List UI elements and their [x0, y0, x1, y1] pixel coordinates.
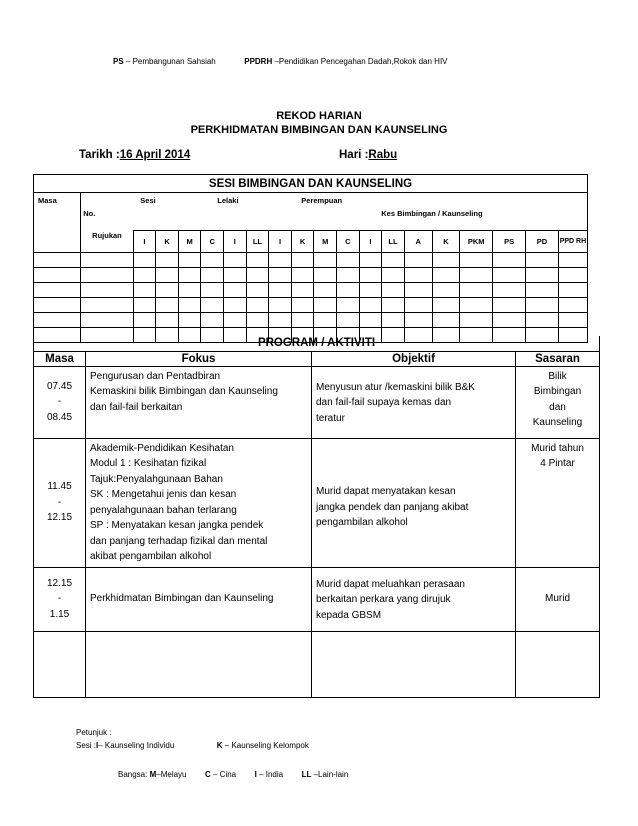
sesi-cell [81, 313, 133, 328]
program-masa-line: 12.15 [46, 512, 73, 524]
col-lelaki: Lelaki [217, 196, 239, 205]
footer-sesi [76, 741, 309, 750]
program-row [34, 438, 600, 567]
program-row [34, 366, 600, 438]
program-sasaran-cell [516, 438, 600, 567]
col-perempuan: Perempuan [301, 196, 343, 205]
program-fokus-line: Kemaskini bilik Bimbingan dan Kaunseling [90, 386, 278, 397]
sesi-cell [493, 268, 526, 283]
program-fokus-cell [86, 438, 312, 567]
ps-code: PS [113, 57, 124, 66]
sesi-cell [291, 298, 314, 313]
program-fokus-line: dan fail-fail berkaitan [90, 401, 183, 413]
sesi-cell [156, 268, 179, 283]
program-sasaran-line: Murid [545, 593, 571, 605]
program-fokus-line: penyalahgunaan bahan terlarang [90, 504, 237, 516]
sesi-cell [269, 298, 292, 313]
sesi-row [34, 283, 588, 298]
ps-text: – Pembangunan Sahsiah [125, 57, 216, 66]
program-objektif-line: Murid dapat menyatakan kesan [316, 486, 456, 498]
sesi-cell [404, 268, 432, 283]
col-rujukan: Rujukan [81, 231, 133, 253]
sesi-cell [404, 298, 432, 313]
sesi-cell [246, 268, 269, 283]
sesi-cell [432, 253, 460, 268]
sesi-cell [460, 313, 493, 328]
sesi-cell [526, 283, 559, 298]
col-no: No. [83, 209, 96, 218]
sesi-cell [269, 283, 292, 298]
ppdrh-code: PPDRH [244, 57, 273, 66]
program-fokus-line: akibat pengambilan alkohol [90, 551, 212, 562]
sesi-cell [156, 253, 179, 268]
footer-k-code: K [216, 741, 223, 750]
program-sasaran-cell [516, 631, 600, 697]
sesi-cell [432, 268, 460, 283]
page-subtitle: PERKHIDMATAN BIMBINGAN DAN KAUNSELING [190, 124, 448, 136]
program-fokus-line: SK : Mengetahui jenis dan kesan [90, 489, 237, 500]
program-objektif-line: teratur [316, 412, 345, 424]
program-sasaran-line: Kaunseling [532, 417, 583, 428]
footer-m-text: –Melayu [156, 770, 187, 779]
sesi-empty-rows [34, 253, 588, 343]
program-masa-line: - [57, 496, 62, 508]
program-fokus-line: Perkhidmatan Bimbingan dan Kaunseling [90, 593, 274, 605]
sesi-cell [133, 268, 156, 283]
sesi-cell [178, 298, 201, 313]
sesi-cell [526, 298, 559, 313]
sesi-cell [337, 298, 360, 313]
program-sasaran-line: Murid tahun [531, 442, 584, 454]
program-fokus-line: Pengurusan dan Pentadbiran [90, 370, 221, 382]
sesi-cell [314, 313, 337, 328]
sesi-cell [34, 268, 81, 283]
date-value: 16 April 2014 [119, 149, 191, 161]
sesi-row [34, 313, 588, 328]
sesi-cell [404, 253, 432, 268]
footer-petunjuk: Petunjuk : [76, 728, 112, 737]
program-fokus-line: Tajuk:Penyalahgunaan Bahan [90, 473, 223, 485]
sesi-row [34, 253, 588, 268]
col-kes: Kes Bimbingan / Kaunseling [381, 209, 483, 218]
col-sesi: Sesi [140, 196, 156, 205]
sesi-cell [558, 268, 587, 283]
sesi-heading: SESI BIMBINGAN DAN KAUNSELING [34, 175, 588, 193]
sesi-row [34, 298, 588, 313]
sesi-subheader-row [34, 231, 588, 253]
sesi-cell [382, 283, 405, 298]
program-masa-line: 1.15 [49, 608, 70, 620]
sub-col: K [432, 231, 460, 253]
date-line [79, 149, 190, 161]
sesi-cell [526, 313, 559, 328]
sesi-cell [314, 283, 337, 298]
sesi-cell [178, 313, 201, 328]
program-sasaran-line: Bilik [548, 370, 567, 382]
sesi-cell [201, 268, 224, 283]
ppdrh-text: –Pendidikan Pencegahan Dadah,Rokok dan HIV [274, 57, 448, 66]
program-masa-line: 11.45 [47, 481, 72, 493]
program-sasaran-cell [516, 567, 600, 631]
sesi-cell [432, 283, 460, 298]
sesi-cell [133, 283, 156, 298]
program-objektif-line: kepada GBSM [316, 609, 382, 621]
col-masa: Masa [34, 193, 81, 231]
date-label: Tarikh : [79, 149, 120, 161]
sub-col: C [201, 231, 224, 253]
sesi-table [33, 174, 588, 343]
sesi-cell [81, 283, 133, 298]
sesi-cell [558, 298, 587, 313]
program-fokus-cell [86, 366, 312, 438]
program-objektif-line: Menyusun atur /kemaskini bilik B&K [316, 381, 475, 393]
program-objektif-line: jangka pendek dan panjang akibat [316, 501, 469, 513]
sesi-cell [178, 268, 201, 283]
program-masa-line: 12.15 [46, 577, 73, 589]
sesi-cell [224, 298, 247, 313]
sesi-cell [493, 253, 526, 268]
sub-col: PD [526, 231, 559, 253]
sesi-cell [460, 268, 493, 283]
sesi-cell [34, 313, 81, 328]
sesi-cell [133, 313, 156, 328]
sub-col: LL [246, 231, 269, 253]
sesi-cell [493, 313, 526, 328]
sesi-cell [314, 298, 337, 313]
sesi-cell [359, 283, 382, 298]
sesi-cell [291, 283, 314, 298]
program-masa-cell [34, 438, 86, 567]
sesi-cell [558, 283, 587, 298]
sesi-cell [34, 283, 81, 298]
sesi-cell [337, 313, 360, 328]
footer-sesi-label: Sesi : [76, 741, 97, 750]
sesi-cell [269, 268, 292, 283]
footer-ll-code: LL [301, 770, 312, 779]
sesi-cell [81, 268, 133, 283]
sesi-cell [382, 298, 405, 313]
sesi-cell [404, 283, 432, 298]
sesi-cell [404, 313, 432, 328]
prog-col-sasaran: Sasaran [516, 351, 600, 366]
footer-bangsa [118, 770, 348, 779]
program-heading: PROGRAM / AKTIVITI [34, 336, 600, 351]
sesi-cell [133, 298, 156, 313]
program-rows [34, 366, 600, 697]
sesi-cell [81, 253, 133, 268]
sub-col: M [178, 231, 201, 253]
sesi-cell [526, 253, 559, 268]
sesi-cell [178, 283, 201, 298]
program-fokus-line: Akademik-Pendidikan Kesihatan [90, 442, 234, 454]
day-label: Hari : [339, 149, 369, 161]
sesi-cell [558, 253, 587, 268]
sesi-cell [337, 283, 360, 298]
sesi-cell [359, 298, 382, 313]
page-title: REKOD HARIAN [276, 110, 362, 122]
program-objektif-cell [312, 438, 516, 567]
sub-col: M [314, 231, 337, 253]
program-objektif-cell [312, 366, 516, 438]
sesi-cell [201, 283, 224, 298]
sesi-cell [201, 298, 224, 313]
sub-col: K [291, 231, 314, 253]
sesi-cell [314, 268, 337, 283]
prog-col-fokus: Fokus [86, 351, 312, 366]
program-objektif-line: Murid dapat meluahkan perasaan [316, 578, 465, 590]
sesi-cell [224, 313, 247, 328]
program-masa-line: - [57, 593, 62, 605]
sesi-cell [291, 268, 314, 283]
sub-col: PKM [460, 231, 493, 253]
program-masa-cell [34, 631, 86, 697]
sub-col: LL [382, 231, 405, 253]
footer-ll-text: –Lain-lain [313, 770, 349, 779]
prog-col-objektif: Objektif [312, 351, 516, 366]
sub-col: A [404, 231, 432, 253]
sub-col: I [133, 231, 156, 253]
footer-c-text: – Cina [213, 770, 237, 779]
sesi-cell [382, 313, 405, 328]
program-masa-line: - [57, 396, 62, 408]
sesi-cell [133, 253, 156, 268]
sesi-cell [460, 298, 493, 313]
program-masa-cell [34, 567, 86, 631]
day-line [339, 149, 397, 161]
sesi-cell [156, 298, 179, 313]
sub-col: I [224, 231, 247, 253]
program-fokus-cell [86, 567, 312, 631]
sesi-cell [558, 313, 587, 328]
sesi-cell [156, 283, 179, 298]
program-fokus-cell [86, 631, 312, 697]
program-row [34, 631, 600, 697]
sesi-cell [246, 313, 269, 328]
program-table [33, 336, 600, 698]
sesi-cell [156, 313, 179, 328]
sesi-cell [246, 253, 269, 268]
sesi-cell [432, 313, 460, 328]
program-objektif-cell [312, 567, 516, 631]
sesi-cell [201, 253, 224, 268]
sesi-cell [178, 253, 201, 268]
program-objektif-line: dan fail-fail supaya kemas dan [316, 397, 452, 409]
sesi-cell [359, 313, 382, 328]
sesi-cell [337, 253, 360, 268]
sesi-cell [224, 253, 247, 268]
sesi-cell [432, 298, 460, 313]
program-objektif-line: pengambilan alkohol [316, 517, 408, 529]
program-masa-line: 08.45 [46, 411, 73, 423]
footer-india-code: I [254, 770, 257, 779]
sesi-cell [460, 283, 493, 298]
program-objektif-cell [312, 631, 516, 697]
sesi-cell [34, 298, 81, 313]
program-sasaran-cell [516, 366, 600, 438]
sesi-cell [291, 313, 314, 328]
sub-col: C [337, 231, 360, 253]
program-fokus-line: SP : Menyatakan kesan jangka pendek [90, 520, 264, 531]
footer-i-code: I [96, 741, 99, 750]
sesi-cell [269, 313, 292, 328]
footer-c-code: C [204, 770, 211, 779]
program-fokus-line: Modul 1 : Kesihatan fizikal [90, 458, 207, 469]
program-sasaran-line: 4 Pintar [540, 458, 575, 469]
header-legend [113, 57, 448, 66]
footer-bangsa-label: Bangsa: [118, 770, 148, 779]
sesi-cell [382, 268, 405, 283]
day-value: Rabu [368, 149, 398, 161]
sub-col: K [156, 231, 179, 253]
sesi-cell [269, 253, 292, 268]
sesi-row [34, 268, 588, 283]
sesi-cell [224, 268, 247, 283]
sesi-cell [359, 268, 382, 283]
sesi-cell [382, 253, 405, 268]
sesi-cell [314, 253, 337, 268]
sesi-cell [291, 253, 314, 268]
program-sasaran-line: dan [549, 401, 566, 413]
program-row [34, 567, 600, 631]
sesi-cell [526, 268, 559, 283]
prog-col-masa: Masa [34, 351, 86, 366]
sesi-cell [246, 283, 269, 298]
sesi-cell [34, 253, 81, 268]
sesi-cell [337, 268, 360, 283]
sesi-cell [493, 283, 526, 298]
sesi-cell [201, 313, 224, 328]
footer-k-text: – Kaunseling Kelompok [224, 741, 309, 750]
sesi-cell [81, 298, 133, 313]
sesi-cell [224, 283, 247, 298]
sub-col: PS [493, 231, 526, 253]
sub-col: I [359, 231, 382, 253]
program-masa-line: 07.45 [46, 380, 73, 392]
footer-i-text: – Kaunseling Individu [98, 741, 175, 750]
sub-col: PPD RH [558, 231, 587, 253]
sesi-cell [246, 298, 269, 313]
program-objektif-line: berkaitan perkara yang dirujuk [316, 594, 451, 606]
footer-india-text: – India [259, 770, 284, 779]
sesi-cell [460, 253, 493, 268]
footer-m-code: M [149, 770, 157, 779]
program-masa-cell [34, 366, 86, 438]
sub-col: I [269, 231, 292, 253]
program-sasaran-line: Bimbingan [533, 386, 582, 397]
program-fokus-line: dan panjang terhadap fizikal dan mental [90, 535, 268, 547]
sesi-cell [493, 298, 526, 313]
sesi-cell [359, 253, 382, 268]
